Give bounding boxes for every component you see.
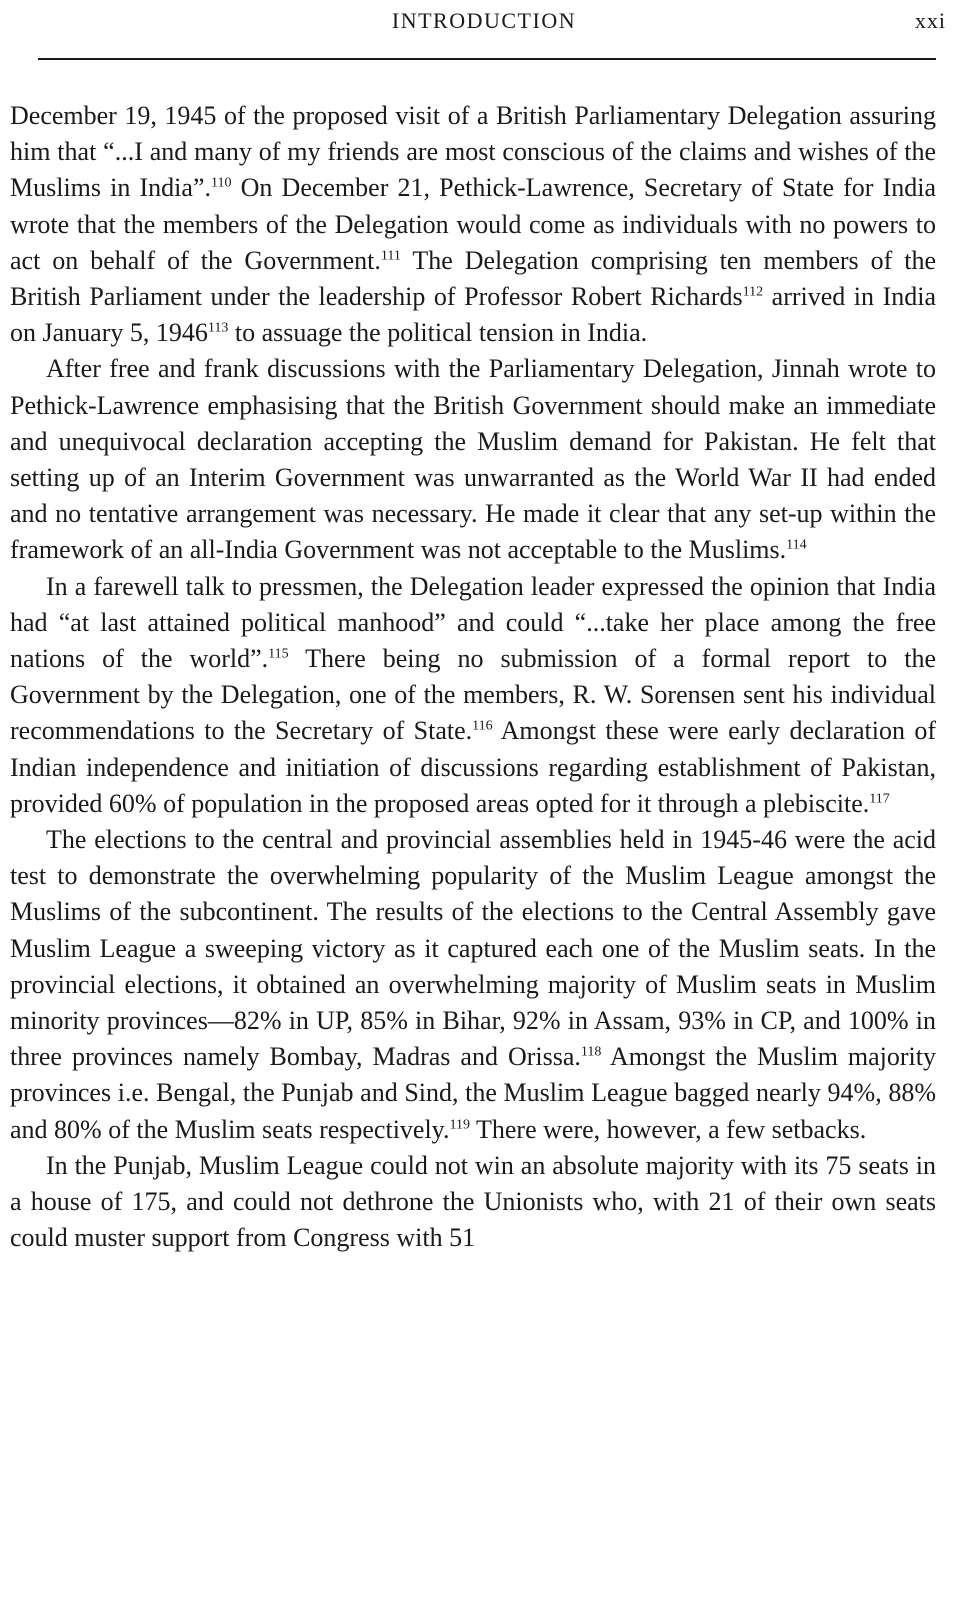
paragraph xyxy=(10,569,936,822)
footnote-reference: 116 xyxy=(472,718,493,734)
header-rule xyxy=(38,58,936,60)
paragraph-text: There were, however, a few setbacks. xyxy=(469,1114,867,1144)
page-number: xxi xyxy=(914,8,946,33)
footnote-reference: 111 xyxy=(380,248,401,264)
paragraph xyxy=(10,98,936,351)
footnote-reference: 115 xyxy=(268,646,289,662)
footnote-reference: 112 xyxy=(742,284,764,300)
paragraph-text: After free and frank discussions with the Parliamentary Delegation, Jinnah wrote to Pethick-Lawrence emphasising that the British Government should make an immediate and unequivocal declaration accepting the Muslim demand for Pakistan. He felt that setting up of an Interim Government was unwarranted as the World War II had ended and no tentative arrangement was necessary. He made it clear that any set-up within the framework of an all-India Government was not acceptable to the Muslims. xyxy=(10,354,936,565)
paragraph xyxy=(10,822,936,1148)
running-header xyxy=(0,6,968,36)
footnote-reference: 114 xyxy=(786,537,807,553)
paragraph-text: There being no submission of a formal report to the Government by the Delegation, one of the members, R. W. Sorensen sent his individual recommendations to the Secretary of State. xyxy=(10,644,936,746)
paragraph-text: On December 21, Pethick-Lawrence, Secretary of State for India wrote that the members of the Delegation would come as individuals with no powers to act on behalf of the Government. xyxy=(10,173,936,275)
footnote-reference: 119 xyxy=(449,1117,470,1133)
paragraph-text: to assuage the political tension in India. xyxy=(228,318,648,348)
body-text xyxy=(10,98,936,1257)
paragraph-text: In a farewell talk to pressmen, the Delegation leader expressed the opinion that India had “at last attained political manhood” and could “...take her place among the free nations of the world”. xyxy=(10,571,936,674)
paragraph-text: The Delegation comprising ten members of the British Parliament under the leadership of Professor Robert Richards xyxy=(10,245,936,312)
paragraph xyxy=(10,1148,936,1257)
footnote-reference: 110 xyxy=(211,175,232,191)
paragraph-text: Amongst the Muslim majority provinces i.e. Bengal, the Punjab and Sind, the Muslim League bagged nearly 94%, 88% and 80% of the Muslim seats respectively. xyxy=(10,1042,937,1144)
running-title: INTRODUCTION xyxy=(391,8,577,33)
paragraph-text: Amongst these were early declaration of Indian independence and initiation of discussions regarding establishment of Pakistan, provided 60% of population in the proposed areas opted for it through a plebiscite. xyxy=(10,716,937,818)
paragraph-text: In the Punjab, Muslim League could not win an absolute majority with its 75 seats in a house of 175, and could not dethrone the Unionists who, with 21 of their own seats could muster support from Congress with 51 xyxy=(10,1150,936,1253)
footnote-reference: 117 xyxy=(869,791,890,807)
paragraph-text: The elections to the central and provincial assemblies held in 1945-46 were the acid test to demonstrate the overwhelming popularity of the Muslim League amongst the Muslims of the subcontinent. The results of the elections to the Central Assembly gave Muslim League a sweeping victory as it captured each one of the Muslim seats. In the provincial elections, it obtained an overwhelming majority of Muslim seats in Muslim minority provinces—82% in UP, 85% in Bihar, 92% in Assam, 93% in CP, and 100% in three provinces namely Bombay, Madras and Orissa. xyxy=(10,825,936,1072)
paragraph xyxy=(10,351,936,568)
footnote-reference: 113 xyxy=(207,320,229,336)
paragraph-text: December 19, 1945 of the proposed visit of a British Parliamentary Delegation assuring him that “...I and many of my friends are most conscious of the claims and wishes of the Muslims in India”. xyxy=(10,101,936,203)
footnote-reference: 118 xyxy=(580,1044,602,1060)
paragraph-text: arrived in India on January 5, 1946 xyxy=(10,282,936,348)
